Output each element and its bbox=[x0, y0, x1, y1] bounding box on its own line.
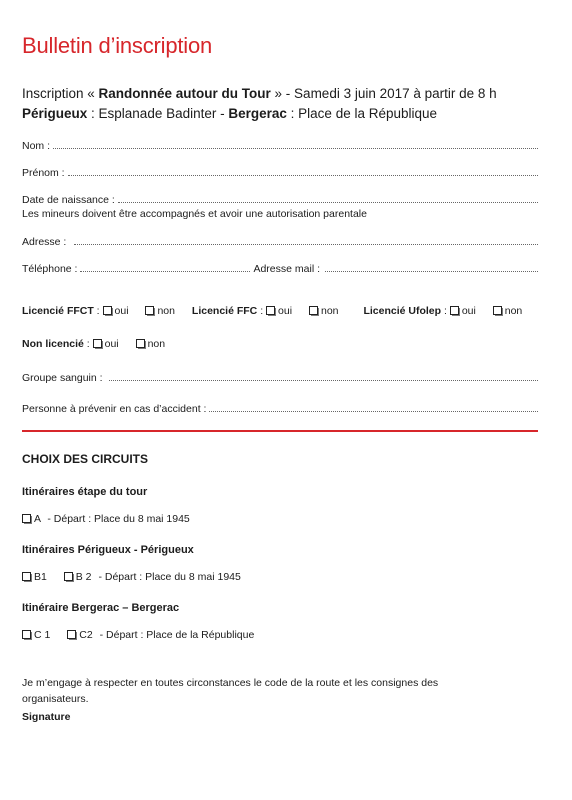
prenom-label: Prénom : bbox=[22, 167, 65, 179]
circuit-group-1-options: A - Départ : Place du 8 mai 1945 bbox=[22, 513, 190, 525]
personne-input-line[interactable] bbox=[209, 402, 538, 412]
nom-field[interactable] bbox=[22, 139, 538, 152]
event-line: Inscription « Randonnée autour du Tour » - Samedi 3 juin 2017 à partir de 8 h bbox=[22, 86, 497, 101]
prenom-field[interactable] bbox=[22, 166, 538, 179]
groupe-field[interactable] bbox=[22, 371, 538, 384]
event-name: Randonnée autour du Tour bbox=[98, 86, 271, 101]
ffct-oui-checkbox[interactable] bbox=[103, 306, 112, 315]
non-licencie-oui-checkbox[interactable] bbox=[93, 339, 102, 348]
adresse-field[interactable] bbox=[22, 235, 538, 248]
ufolep-oui-checkbox[interactable] bbox=[450, 306, 459, 315]
location-line: Périgueux : Esplanade Badinter - Bergerac : Place de la République bbox=[22, 106, 438, 121]
circuit-group-1-title: Itinéraires étape du tour bbox=[22, 486, 148, 498]
ffct-label: Licencié FFCT bbox=[22, 305, 94, 317]
city-bergerac: Bergerac bbox=[228, 106, 287, 121]
circuits-heading: CHOIX DES CIRCUITS bbox=[22, 452, 149, 466]
non-licencie-label: Non licencié bbox=[22, 338, 84, 350]
ffc-label: Licencié FFC bbox=[191, 305, 258, 317]
circuit-group-3-title: Itinéraire Bergerac – Bergerac bbox=[22, 602, 180, 614]
adresse-label: Adresse : bbox=[22, 236, 67, 248]
ffct-non-checkbox[interactable] bbox=[145, 306, 154, 315]
ffc-non-checkbox[interactable] bbox=[309, 306, 318, 315]
circuit-group-2-options: B1 B 2 - Départ : Place du 8 mai 1945 bbox=[22, 571, 241, 583]
nom-input-line[interactable] bbox=[53, 139, 538, 149]
circuit-b2-checkbox[interactable] bbox=[64, 572, 73, 581]
circuit-group-2-title: Itinéraires Périgueux - Périgueux bbox=[22, 544, 194, 556]
circuit-c1-checkbox[interactable] bbox=[22, 630, 31, 639]
ffc-oui-checkbox[interactable] bbox=[266, 306, 275, 315]
circuit-group-3-options: C 1 C2 - Départ : Place de la République bbox=[22, 629, 254, 641]
email-input-line[interactable] bbox=[325, 262, 538, 272]
naissance-input-line[interactable] bbox=[118, 193, 538, 203]
non-licencie-non-checkbox[interactable] bbox=[136, 339, 145, 348]
mineurs-note: Les mineurs doivent être accompagnés et avoir une autorisation parentale bbox=[22, 208, 367, 220]
engagement-line-1: Je m’engage à respecter en toutes circonstances le code de la route et les consignes des bbox=[22, 677, 439, 689]
signature-label: Signature bbox=[22, 711, 71, 723]
adresse-input-line[interactable] bbox=[74, 235, 538, 245]
email-label: Adresse mail : bbox=[253, 263, 320, 275]
telephone-label: Téléphone : bbox=[22, 263, 78, 275]
contact-field[interactable] bbox=[22, 262, 538, 275]
personne-label: Personne à prévenir en cas d’accident : bbox=[22, 403, 207, 415]
personne-field[interactable] bbox=[22, 402, 538, 415]
nom-label: Nom : bbox=[22, 140, 51, 152]
groupe-input-line[interactable] bbox=[109, 371, 538, 381]
circuit-b1-checkbox[interactable] bbox=[22, 572, 31, 581]
city-perigueux: Périgueux bbox=[22, 106, 88, 121]
ufolep-non-checkbox[interactable] bbox=[493, 306, 502, 315]
section-divider bbox=[22, 430, 538, 432]
groupe-label: Groupe sanguin : bbox=[22, 372, 103, 384]
licences-row: Licencié FFCT : oui non Licencié FFC : oui non Licencié Ufolep : oui non bbox=[22, 305, 523, 317]
engagement-line-2: organisateurs. bbox=[22, 693, 89, 705]
prenom-input-line[interactable] bbox=[68, 166, 538, 176]
non-licencie-row: Non licencié : oui non bbox=[22, 338, 166, 350]
page-title: Bulletin d’inscription bbox=[22, 33, 213, 58]
naissance-field[interactable] bbox=[22, 193, 538, 206]
telephone-input-line[interactable] bbox=[80, 262, 250, 272]
circuit-c2-checkbox[interactable] bbox=[67, 630, 76, 639]
naissance-label: Date de naissance : bbox=[22, 194, 115, 206]
ufolep-label: Licencié Ufolep bbox=[363, 305, 442, 317]
circuit-a-checkbox[interactable] bbox=[22, 514, 31, 523]
